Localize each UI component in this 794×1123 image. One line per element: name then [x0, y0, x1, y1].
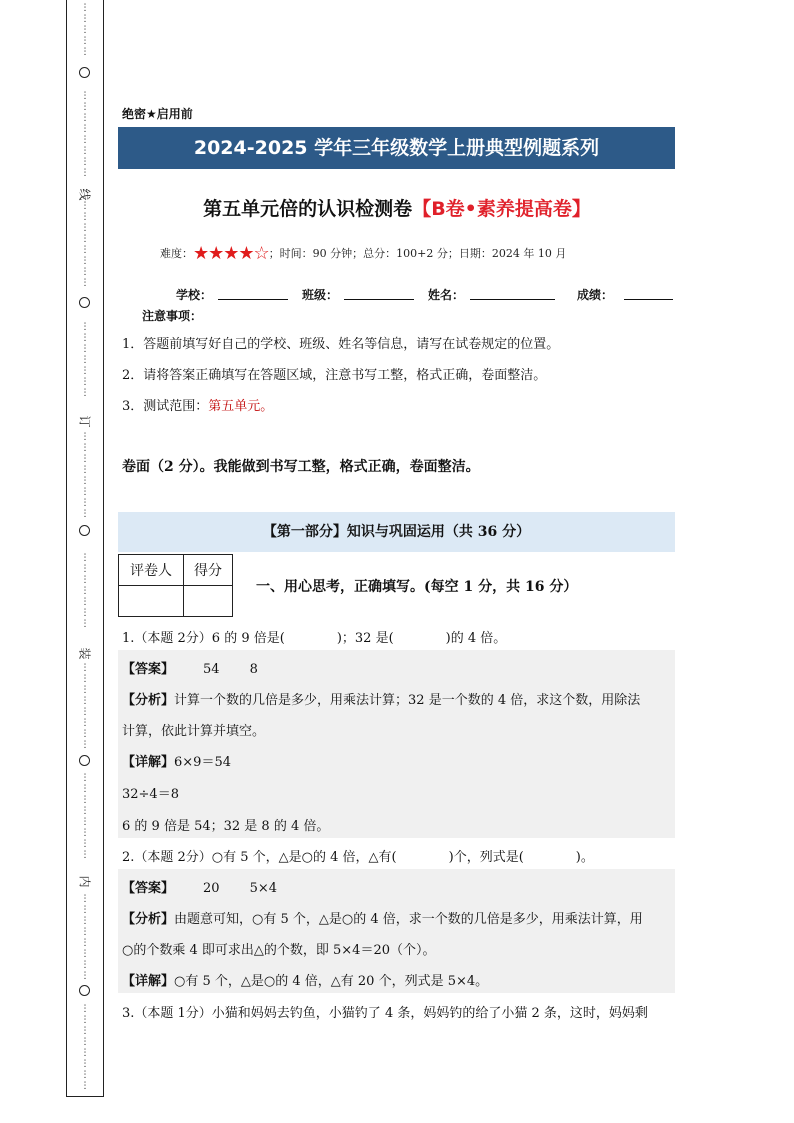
binding-dot: ⋮ [80, 1037, 90, 1047]
title-tag: 【B卷•素养提高卷】 [412, 198, 591, 220]
binding-dot: ⋮ [80, 740, 90, 750]
reviewer-header: 评卷人 [119, 555, 184, 586]
binding-dot: ⋮ [80, 476, 90, 486]
binding-dot: ⋮ [80, 212, 90, 222]
binding-dot: ⋮ [80, 366, 90, 376]
q1-analysis-text-1: 计算一个数的几倍是多少，用乘法计算；32 是一个数的 4 倍，求这个数，用除法 [174, 693, 641, 708]
note-3-value: 第五单元。 [208, 399, 274, 414]
exam-meta [160, 243, 566, 264]
score-cell[interactable] [184, 586, 233, 617]
binding-circle [79, 985, 90, 996]
q1-detail [122, 751, 231, 770]
q2-detail-label: 【详解】 [122, 974, 175, 989]
binding-dot: ⋮ [80, 465, 90, 475]
binding-dot: ⋮ [80, 894, 90, 904]
binding-dot: ⋮ [80, 817, 90, 827]
binding-dot: ⋮ [80, 1070, 90, 1080]
q1-detail-label: 【详解】 [122, 755, 175, 770]
binding-dot: ⋮ [80, 91, 90, 101]
binding-dot: ⋮ [80, 674, 90, 684]
binding-dot: ⋮ [80, 377, 90, 387]
binding-dot: ⋮ [80, 839, 90, 849]
binding-dot: ⋮ [80, 960, 90, 970]
note-3 [122, 395, 273, 414]
binding-dot: ⋮ [80, 729, 90, 739]
binding-dot: ⋮ [80, 355, 90, 365]
q1-analysis [122, 689, 640, 708]
binding-dot: ⋮ [80, 498, 90, 508]
q2-analysis-text-2: ○的个数乘 4 即可求出△的个数，即 5×4＝20（个）。 [122, 943, 436, 958]
binding-dot: ⋮ [80, 773, 90, 783]
binding-dot: ⋮ [80, 113, 90, 123]
juanmian-line: 卷面（2 分）。我能做到书写工整，格式正确，卷面整洁。 [122, 459, 480, 475]
binding-dot: ⋮ [80, 586, 90, 596]
q2-analysis-label: 【分析】 [122, 912, 175, 927]
binding-dot: ⋮ [80, 487, 90, 497]
q2-detail-text: ○有 5 个，△是○的 4 倍，△有 20 个，列式是 5×4。 [174, 974, 489, 989]
binding-label-xian: 线 [77, 188, 92, 201]
binding-dot: ⋮ [80, 1026, 90, 1036]
q2-answer-value: 20 5×4 [202, 881, 278, 896]
binding-dot: ⋮ [80, 432, 90, 442]
binding-dot: ⋮ [80, 14, 90, 24]
score-header: 得分 [184, 555, 233, 586]
binding-dot: ⋮ [80, 25, 90, 35]
binding-dot: ⋮ [80, 696, 90, 706]
difficulty-label: 难度： [160, 247, 193, 260]
binding-circle [79, 297, 90, 308]
q1-answer-label: 【答案】 [122, 662, 175, 677]
reviewer-cell[interactable] [119, 586, 184, 617]
q2-answer [122, 877, 277, 896]
binding-dot: ⋮ [80, 36, 90, 46]
binding-circle [79, 755, 90, 766]
banner-title: 2024-2025 学年三年级数学上册典型例题系列 [118, 127, 675, 169]
binding-margin [66, 0, 104, 1097]
binding-dot: ⋮ [80, 905, 90, 915]
binding-dot: ⋮ [80, 575, 90, 585]
q2-analysis-text-1: 由题意可知，○有 5 个，△是○的 4 倍，求一个数的几倍是多少，用乘法计算，用 [174, 912, 643, 927]
binding-dot: ⋮ [80, 322, 90, 332]
binding-dot: ⋮ [80, 333, 90, 343]
binding-dot: ⋮ [80, 685, 90, 695]
binding-decoration [67, 0, 103, 1096]
binding-dot: ⋮ [80, 1048, 90, 1058]
binding-dot: ⋮ [80, 784, 90, 794]
binding-dot: ⋮ [80, 828, 90, 838]
binding-label-ding: 订 [77, 415, 92, 428]
binding-dot: ⋮ [80, 1015, 90, 1025]
binding-dot: ⋮ [80, 916, 90, 926]
school-label: 学校： [176, 288, 213, 302]
binding-dot: ⋮ [80, 553, 90, 563]
binding-dot: ⋮ [80, 795, 90, 805]
q1-analysis-label: 【分析】 [122, 693, 175, 708]
binding-dot: ⋮ [80, 454, 90, 464]
binding-dot: ⋮ [80, 47, 90, 57]
school-field[interactable] [218, 299, 288, 300]
binding-dot: ⋮ [80, 201, 90, 211]
title-main: 第五单元倍的认识检测卷 [203, 198, 413, 220]
binding-dot: ⋮ [80, 256, 90, 266]
binding-dot: ⋮ [80, 1004, 90, 1014]
binding-dot: ⋮ [80, 850, 90, 860]
binding-dot: ⋮ [80, 938, 90, 948]
class-label: 班级： [302, 288, 339, 302]
q1-answer [122, 658, 258, 677]
secret-label: 绝密★启用前 [122, 107, 193, 121]
q2-detail [122, 970, 488, 989]
page-title [0, 194, 794, 221]
binding-dot: ⋮ [80, 278, 90, 288]
binding-dot: ⋮ [80, 3, 90, 13]
binding-dot: ⋮ [80, 135, 90, 145]
binding-dot: ⋮ [80, 608, 90, 618]
binding-dot: ⋮ [80, 927, 90, 937]
binding-dot: ⋮ [80, 124, 90, 134]
binding-dot: ⋮ [80, 344, 90, 354]
binding-dot: ⋮ [80, 707, 90, 717]
q2-analysis [122, 908, 643, 927]
q2-answer-label: 【答案】 [122, 881, 175, 896]
binding-dot: ⋮ [80, 157, 90, 167]
class-field[interactable] [344, 299, 414, 300]
question-1: 1.（本题 2分）6 的 9 倍是( )；32 是( )的 4 倍。 [122, 631, 507, 646]
q1-detail-1: 6×9＝54 [174, 755, 231, 770]
meta-rest: ；时间：90 分钟；总分：100+2 分；日期：2024 年 10 月 [268, 247, 567, 260]
difficulty-stars: ★★★★☆ [193, 243, 269, 264]
q1-answer-block [118, 650, 675, 838]
binding-dot: ⋮ [80, 1059, 90, 1069]
score-label: 成绩： [577, 288, 614, 302]
binding-dot: ⋮ [80, 564, 90, 574]
binding-dot: ⋮ [80, 443, 90, 453]
binding-label-nei: 内 [77, 875, 92, 888]
binding-dot: ⋮ [80, 102, 90, 112]
binding-dot: ⋮ [80, 388, 90, 398]
part1-header: 【第一部分】知识与巩固运用（共 36 分） [118, 512, 675, 552]
score-table [118, 554, 233, 617]
q1-analysis-text-2: 计算，依此计算并填空。 [122, 724, 266, 739]
binding-dot: ⋮ [80, 806, 90, 816]
binding-dot: ⋮ [80, 245, 90, 255]
binding-dot: ⋮ [80, 267, 90, 277]
score-field[interactable] [624, 299, 673, 300]
name-label: 姓名： [428, 288, 465, 302]
binding-dot: ⋮ [80, 1081, 90, 1091]
q1-detail-2: 32÷4＝8 [122, 787, 179, 802]
notes-heading: 注意事项： [142, 309, 203, 323]
binding-dot: ⋮ [80, 663, 90, 673]
binding-dot: ⋮ [80, 597, 90, 607]
binding-dot: ⋮ [80, 619, 90, 629]
binding-dot: ⋮ [80, 223, 90, 233]
binding-dot: ⋮ [80, 146, 90, 156]
question-3: 3.（本题 1分）小猫和妈妈去钓鱼，小猫钓了 4 条，妈妈钓的给了小猫 2 条，这时，妈妈剩 [122, 1006, 648, 1021]
binding-dot: ⋮ [80, 949, 90, 959]
question-2: 2.（本题 2分）○有 5 个，△是○的 4 倍，△有( )个，列式是( )。 [122, 850, 594, 865]
note-1: 1．答题前填写好自己的学校、班级、姓名等信息，请写在试卷规定的位置。 [122, 337, 560, 352]
q1-detail-3: 6 的 9 倍是 54；32 是 8 的 4 倍。 [122, 819, 330, 834]
binding-label-zhuang: 装 [77, 647, 92, 660]
name-field[interactable] [470, 299, 555, 300]
binding-dot: ⋮ [80, 718, 90, 728]
binding-dot: ⋮ [80, 168, 90, 178]
binding-dot: ⋮ [80, 234, 90, 244]
section1-title: 一、用心思考，正确填写。(每空 1 分，共 16 分） [256, 579, 578, 595]
binding-dot: ⋮ [80, 509, 90, 519]
binding-dot: ⋮ [80, 971, 90, 981]
binding-circle [79, 67, 90, 78]
q1-answer-value: 54 8 [202, 662, 258, 677]
note-3-prefix: 3．测试范围： [122, 399, 209, 414]
note-2: 2．请将答案正确填写在答题区域，注意书写工整，格式正确，卷面整洁。 [122, 368, 547, 383]
binding-circle [79, 525, 90, 536]
